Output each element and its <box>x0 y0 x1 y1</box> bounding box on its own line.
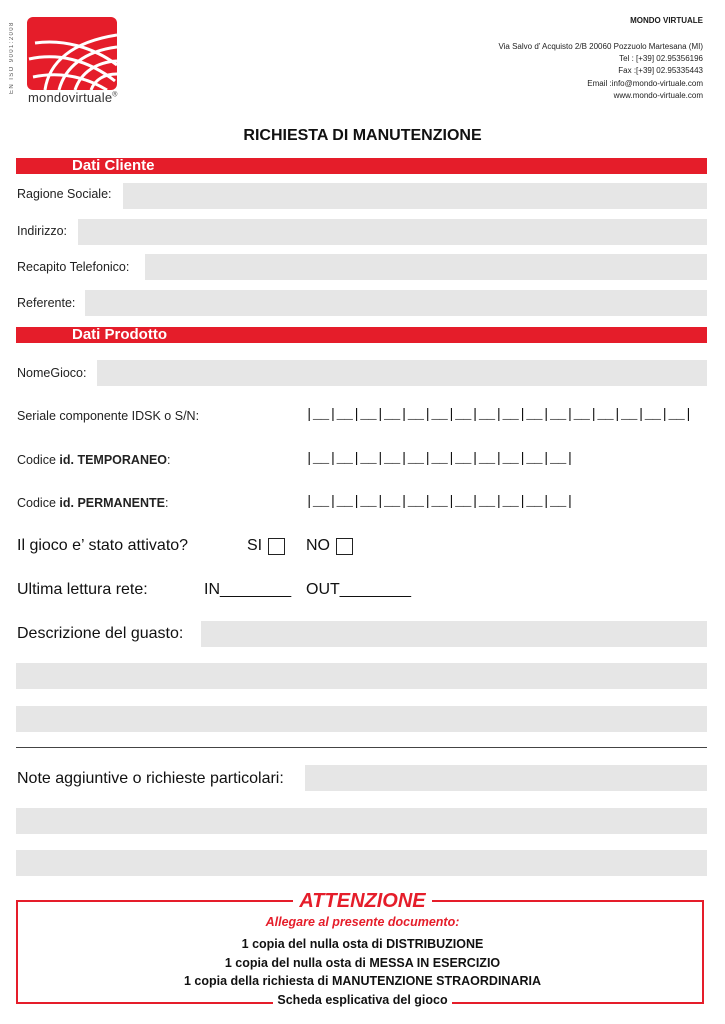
attenzione-subtitle: Allegare al presente documento: <box>265 915 460 929</box>
globe-logo-icon <box>27 17 117 90</box>
attenzione-item: 1 copia del nulla osta di MESSA IN ESERCIZIO <box>224 956 501 970</box>
si-label: SI <box>247 537 263 554</box>
descrizione-guasto-line-3[interactable] <box>16 706 707 732</box>
attivato-question: Il gioco e’ stato attivato? <box>17 537 189 554</box>
codice-temporaneo-label: Codice id. TEMPORANEO: <box>17 453 171 467</box>
divider <box>16 747 707 748</box>
descrizione-guasto-field[interactable] <box>201 621 707 647</box>
section-header-prodotto: Dati Prodotto <box>16 327 707 343</box>
descrizione-guasto-label: Descrizione del guasto: <box>17 625 184 642</box>
ultima-lettura-label: Ultima lettura rete: <box>17 581 148 598</box>
lettura-out-field[interactable]: OUT________ <box>306 581 411 598</box>
attenzione-title: ATTENZIONE <box>0 890 725 913</box>
seriale-boxes[interactable]: |__|__|__|__|__|__|__|__|__|__|__|__|__|__|__|__| <box>305 407 693 423</box>
note-line-3[interactable] <box>16 850 707 876</box>
note-field[interactable] <box>305 765 707 791</box>
section-header-cliente: Dati Cliente <box>16 158 707 174</box>
si-checkbox[interactable] <box>268 538 285 555</box>
iso-certification: EN ISO 9001:2008 <box>9 21 15 95</box>
indirizzo-label: Indirizzo: <box>17 224 68 238</box>
company-address: Via Salvo d’ Acquisto 2/B 20060 Pozzuolo Martesana (MI) Tel : [+39] 02.95356196 Fax :[+39] 02.95335443 Email :info@mondo-virtuale.com www.mondo-virtuale.com <box>498 42 703 100</box>
attenzione-item: 1 copia del nulla osta di DISTRIBUZIONE <box>241 937 484 951</box>
ragione-sociale-label: Ragione Sociale: <box>17 187 112 201</box>
note-line-2[interactable] <box>16 808 707 834</box>
indirizzo-field[interactable] <box>78 219 707 245</box>
referente-field[interactable] <box>85 290 707 316</box>
brand-name: mondovirtuale® <box>28 90 118 105</box>
recapito-label: Recapito Telefonico: <box>17 260 130 274</box>
no-label: NO <box>306 537 330 554</box>
ragione-sociale-field[interactable] <box>123 183 707 209</box>
no-checkbox[interactable] <box>336 538 353 555</box>
attenzione-item: 1 copia della richiesta di MANUTENZIONE STRAORDINARIA <box>184 974 541 988</box>
recapito-field[interactable] <box>145 254 707 280</box>
referente-label: Referente: <box>17 296 76 310</box>
company-name: MONDO VIRTUALE <box>630 16 703 25</box>
seriale-label: Seriale componente IDSK o S/N: <box>17 409 200 423</box>
codice-temporaneo-boxes[interactable]: |__|__|__|__|__|__|__|__|__|__|__| <box>305 451 574 467</box>
codice-permanente-label: Codice id. PERMANENTE: <box>17 496 169 510</box>
page-title: RICHIESTA DI MANUTENZIONE <box>243 127 482 144</box>
descrizione-guasto-line-2[interactable] <box>16 663 707 689</box>
nome-gioco-label: NomeGioco: <box>17 366 87 380</box>
attenzione-item: Scheda esplicativa del gioco <box>0 993 725 1007</box>
nome-gioco-field[interactable] <box>97 360 707 386</box>
lettura-in-field[interactable]: IN________ <box>204 581 292 598</box>
note-label: Note aggiuntive o richieste particolari: <box>17 770 284 787</box>
codice-permanente-boxes[interactable]: |__|__|__|__|__|__|__|__|__|__|__| <box>305 494 574 510</box>
